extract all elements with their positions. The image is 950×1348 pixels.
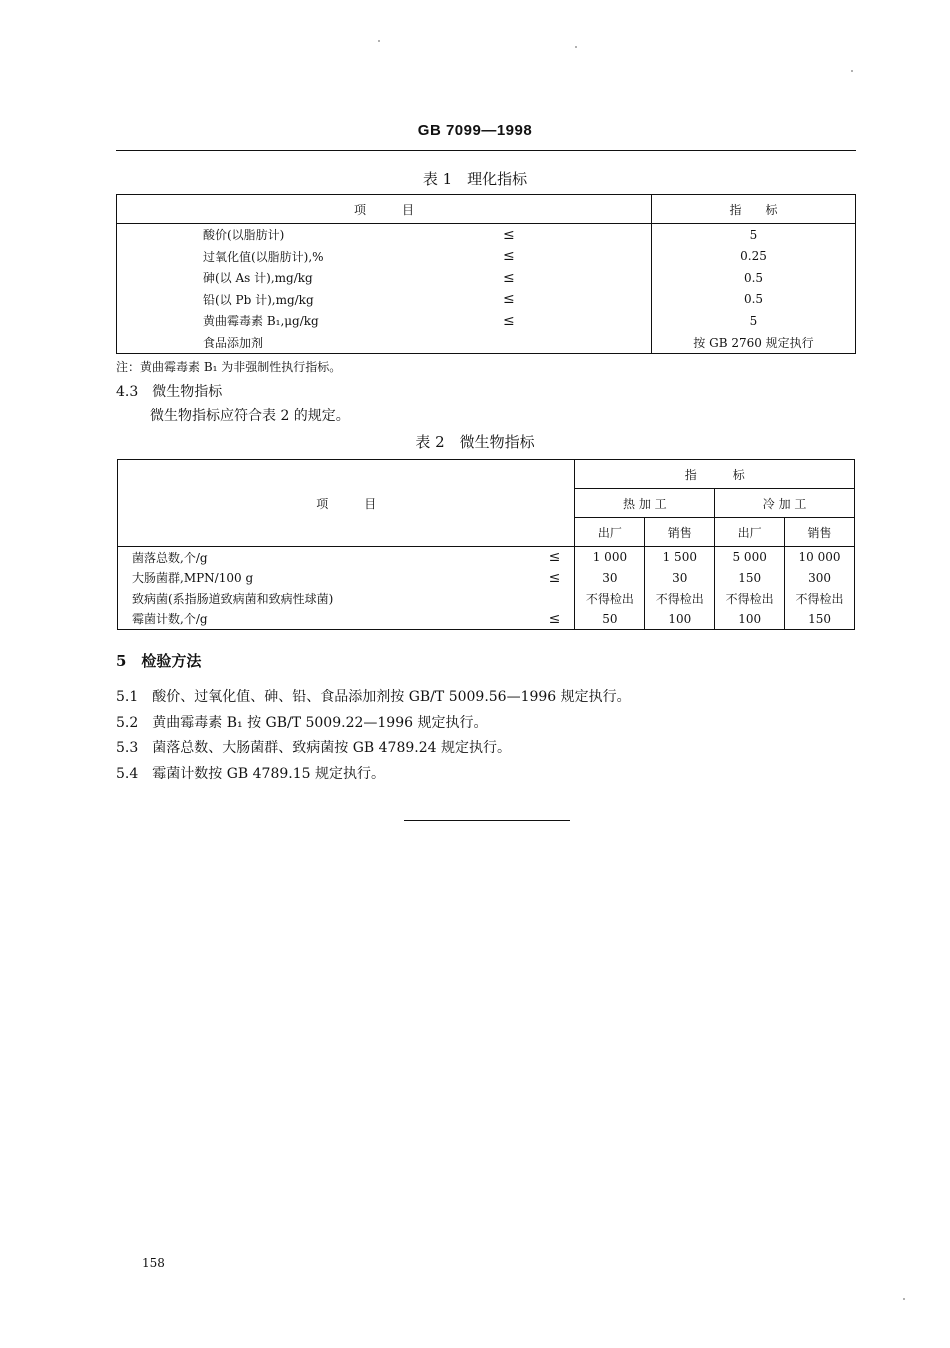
row-item: 砷(以 As 计),mg/kg: [203, 271, 313, 286]
row-item: 过氧化值(以脂肪计),%: [203, 249, 324, 264]
row-value: 0.5: [652, 267, 856, 289]
row-value: 30: [645, 568, 715, 589]
table-row: [118, 588, 855, 609]
row-operator: ≤: [534, 609, 575, 630]
page-number: 158: [142, 1256, 165, 1270]
row-value: 1 500: [645, 547, 715, 568]
table-row: [118, 609, 855, 630]
table2-sub-sale: 销售: [785, 518, 855, 547]
row-value: 0.25: [652, 246, 856, 268]
row-operator: ≤: [503, 248, 515, 265]
row-operator: ≤: [534, 568, 575, 589]
row-item: 铅(以 Pb 计),mg/kg: [203, 292, 314, 307]
table-row: [117, 332, 856, 354]
table1-header-index: 指 标: [652, 195, 856, 224]
section-4-3-heading: 4.3 微生物指标: [116, 384, 223, 400]
table1-caption: 表 1 理化指标: [422, 170, 528, 188]
row-value: 30: [575, 568, 645, 589]
row-value: 不得检出: [785, 588, 855, 609]
section-4-3-text: 微生物指标应符合表 2 的规定。: [150, 408, 350, 424]
row-value: 1 000: [575, 547, 645, 568]
row-value: 5: [652, 224, 856, 246]
row-operator: ≤: [503, 226, 515, 243]
table-row: [118, 547, 855, 568]
table2-group-hot: 热 加 工: [575, 489, 715, 518]
row-item: 酸价(以脂肪计): [203, 228, 285, 243]
table2-sub-out: 出厂: [715, 518, 785, 547]
table-row: [117, 224, 856, 246]
section-5-item: 5.1 酸价、过氧化值、砷、铅、食品添加剂按 GB/T 5009.56—1996 规定执行。: [116, 689, 631, 705]
end-rule: [404, 820, 570, 821]
row-value: 不得检出: [645, 588, 715, 609]
scan-speck: [851, 70, 853, 72]
row-item: 黄曲霉毒素 B₁,μg/kg: [203, 314, 319, 329]
row-item: 致病菌(系指肠道致病菌和致病性球菌): [118, 588, 535, 609]
row-value: 不得检出: [715, 588, 785, 609]
table-microbiological: [117, 459, 855, 630]
row-value: 5 000: [715, 547, 785, 568]
row-operator: ≤: [503, 291, 515, 308]
section-5-item: 5.2 黄曲霉毒素 B₁ 按 GB/T 5009.22—1996 规定执行。: [116, 715, 488, 731]
table2-group-cold: 冷 加 工: [715, 489, 855, 518]
row-value: 100: [645, 609, 715, 630]
table2-caption: 表 2 微生物指标: [415, 433, 535, 451]
table2-sub-out: 出厂: [575, 518, 645, 547]
table1-header-item: 项 目: [117, 195, 652, 224]
row-value: 150: [715, 568, 785, 589]
section-5-item: 5.4 霉菌计数按 GB 4789.15 规定执行。: [116, 766, 385, 782]
table-row: [118, 568, 855, 589]
table-row: [117, 246, 856, 268]
scan-speck: [903, 1298, 905, 1300]
table2-header-index: 指 标: [575, 460, 855, 489]
row-value: 5: [652, 310, 856, 332]
table2-header-item: 项 目: [118, 460, 575, 547]
row-value: 0.5: [652, 289, 856, 311]
row-operator: ≤: [534, 547, 575, 568]
row-item: 霉菌计数,个/g: [118, 609, 535, 630]
table2-sub-sale: 销售: [645, 518, 715, 547]
document-code: GB 7099—1998: [417, 122, 533, 139]
scan-speck: [575, 46, 577, 48]
row-value: 10 000: [785, 547, 855, 568]
row-value: 不得检出: [575, 588, 645, 609]
row-item: 食品添加剂: [203, 335, 264, 350]
section-5-item: 5.3 菌落总数、大肠菌群、致病菌按 GB 4789.24 规定执行。: [116, 740, 511, 756]
section-5-heading: 5 检验方法: [116, 652, 202, 670]
row-operator: [503, 332, 652, 354]
row-item: 大肠菌群,MPN/100 g: [118, 568, 535, 589]
table-row: [117, 310, 856, 332]
table-physicochemical: [116, 194, 856, 354]
row-value: 100: [715, 609, 785, 630]
row-value: 按 GB 2760 规定执行: [652, 332, 856, 354]
header-rule: [116, 150, 856, 151]
row-value: 150: [785, 609, 855, 630]
row-operator: ≤: [503, 269, 515, 286]
scan-speck: [378, 40, 380, 42]
table-row: [117, 289, 856, 311]
row-value: 300: [785, 568, 855, 589]
table1-note: 注：黄曲霉毒素 B₁ 为非强制性执行指标。: [116, 360, 342, 374]
row-value: 50: [575, 609, 645, 630]
table-row: [117, 267, 856, 289]
row-operator: [534, 588, 575, 609]
row-operator: ≤: [503, 312, 515, 329]
row-item: 菌落总数,个/g: [118, 547, 535, 568]
